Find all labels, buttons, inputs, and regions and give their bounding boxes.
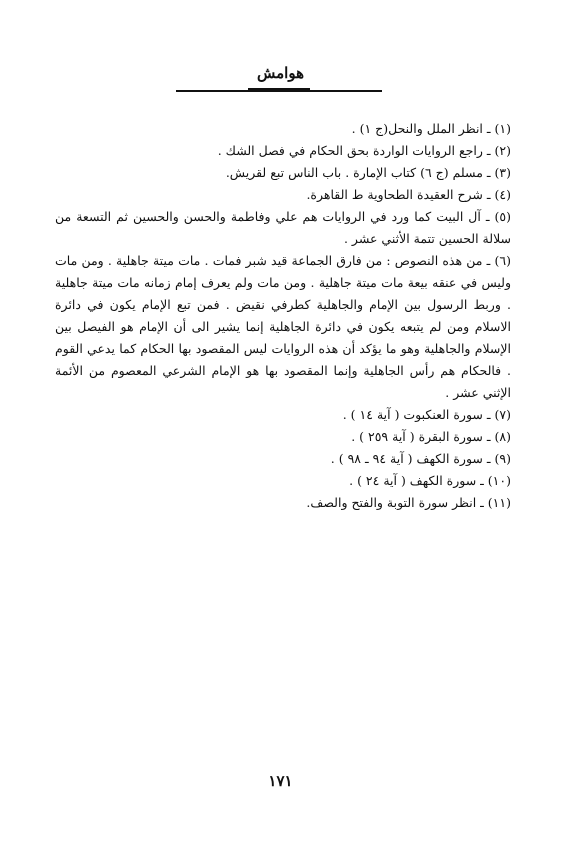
- footnote-2: (٢) ـ راجع الروايات الواردة بحق الحكام في فصل الشك .: [217, 143, 511, 158]
- footnote-6: (٦) ـ من هذه النصوص : من فارق الجماعة قيد شبر فمات . مات ميتة جاهلية . ومن مات وليس في عنقه بيعة مات ميتة جاهلية . ومن مات ولم يعرف إمام زمانه مات ميتة جاهلية . وربط الرسول بين الإمام والجاهلية كطرفي نقيض . فمن تبع الإمام يكون في دائرة الاسلام ومن لم يتبعه يكون في دائرة الجاهلية إنما يشير الى أن الإمام هو الفيصل بين الإسلام والجاهلية وهو ما يؤكد أن هذه الروايات ليس المقصود بها الحكام كما يدعي القوم . فالحكام هم رأس الجاهلية وإنما المقصود بها هو الإمام الشرعي المعصوم من الأئمة الإثني عشر .: [55, 253, 511, 400]
- footnote-3: (٣) ـ مسلم (ج ٦) كتاب الإمارة . باب الناس تبع لقريش.: [225, 165, 511, 180]
- footnote-10: (١٠) ـ سورة الكهف ( آية ٢٤ ) .: [349, 473, 511, 488]
- footnote-4: (٤) ـ شرح العقيدة الطحاوية ط القاهرة.: [306, 187, 511, 202]
- title-underline-accent: [248, 88, 310, 92]
- footnote-5: (٥) ـ آل البيت كما ورد في الروايات هم علي وفاطمة والحسن والحسين ثم التسعة من سلالة الحسين تتمة الأثني عشر .: [55, 209, 511, 246]
- page-title: هوامش: [257, 64, 304, 82]
- footnotes-list: [55, 118, 511, 514]
- footnote-8: (٨) ـ سورة البقرة ( آية ٢٥٩ ) .: [351, 429, 511, 444]
- footnote-7: (٧) ـ سورة العنكبوت ( آية ١٤ ) .: [342, 407, 511, 422]
- footnote-11: (١١) ـ انظر سورة التوبة والفتح والصف.: [306, 495, 511, 510]
- footnote-9: (٩) ـ سورة الكهف ( آية ٩٤ ـ ٩٨ ) .: [330, 451, 511, 466]
- footnote-1: (١) ـ انظر الملل والنحل(ج ١) .: [351, 121, 511, 136]
- page-number: ١٧١: [268, 772, 293, 790]
